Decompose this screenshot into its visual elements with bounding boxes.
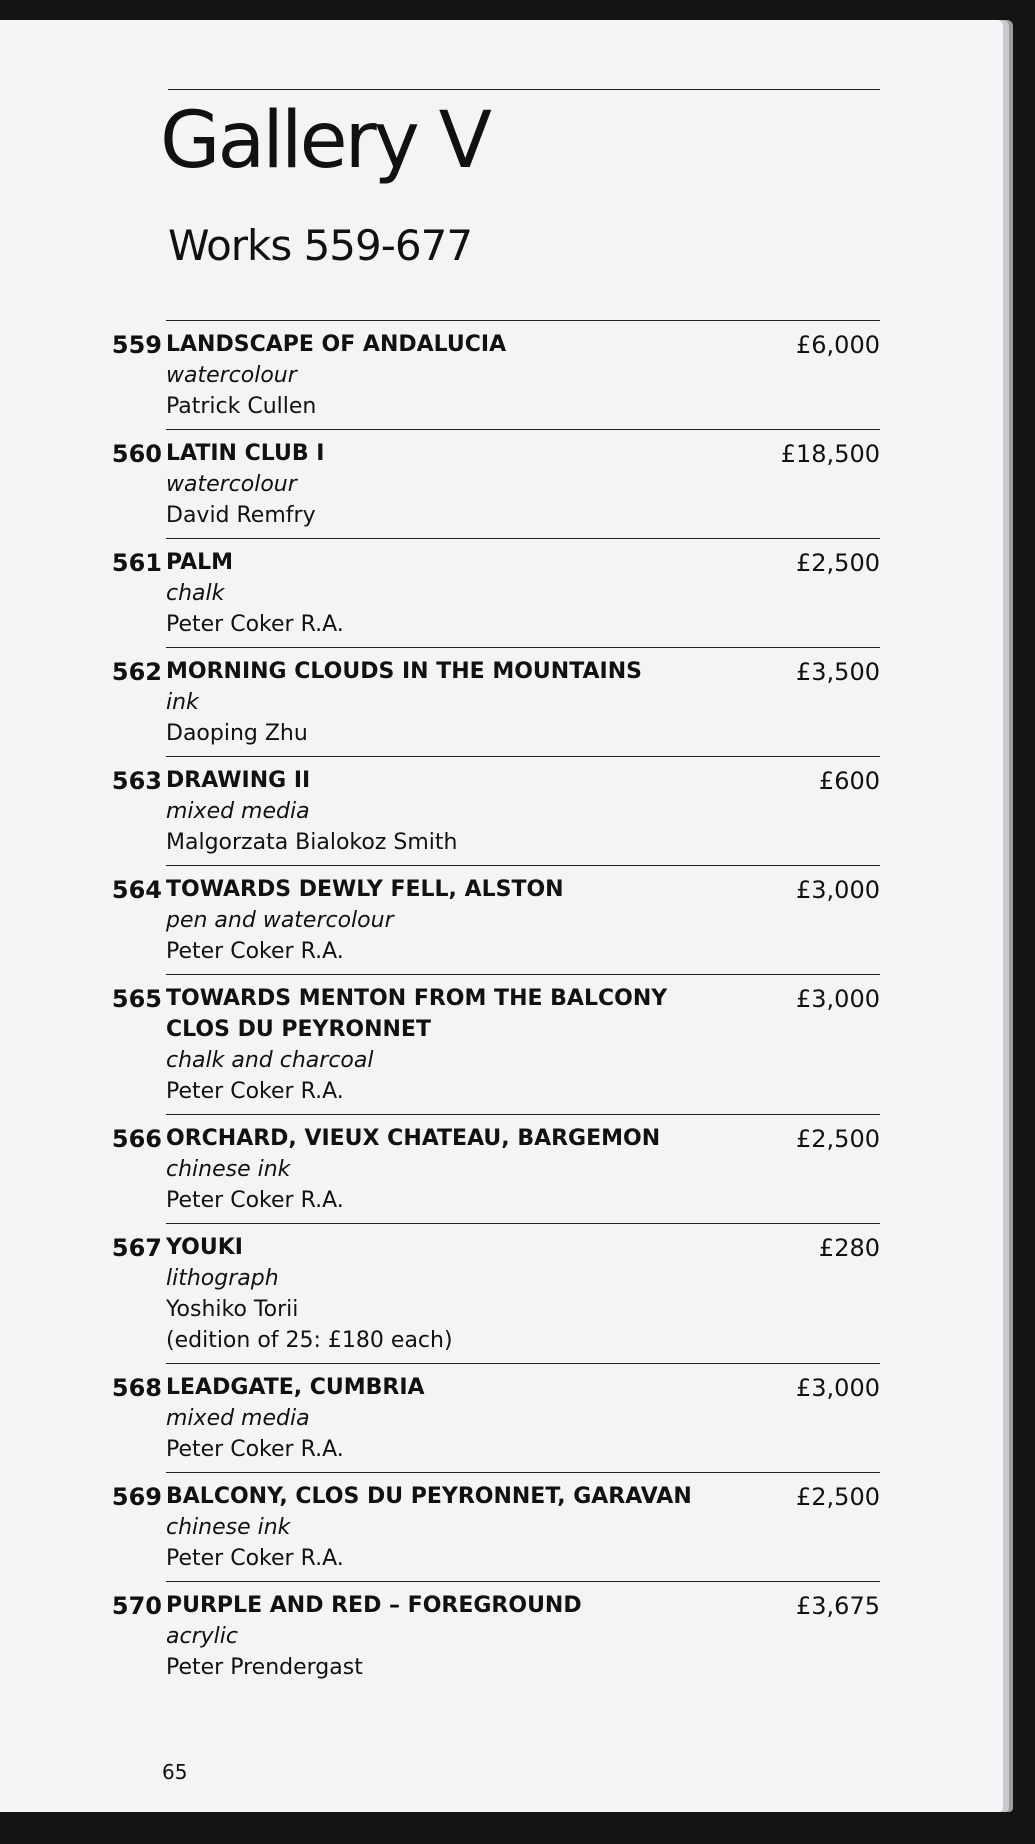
- entry-title: LANDSCAPE OF ANDALUCIA: [166, 332, 507, 357]
- entry-title: TOWARDS MENTON FROM THE BALCONY CLOS DU PEYRONNET: [166, 986, 668, 1042]
- entry-number: 570: [111, 1592, 162, 1620]
- entry-artist: Peter Coker R.A.: [166, 1079, 344, 1104]
- entry-artist: Patrick Cullen: [166, 394, 317, 419]
- entry-artist: Malgorzata Bialokoz Smith: [166, 830, 458, 855]
- entry-price: £3,675: [796, 1592, 880, 1620]
- entry-565: [111, 974, 880, 1114]
- entry-medium: acrylic: [166, 1624, 238, 1649]
- entry-artist: David Remfry: [166, 503, 316, 528]
- entry-560: [111, 429, 880, 538]
- entry-medium: chinese ink: [166, 1157, 291, 1182]
- entry-number: 569: [111, 1483, 162, 1511]
- entry-medium: pen and watercolour: [166, 908, 394, 933]
- entry-price: £6,000: [796, 331, 880, 359]
- entry-561: [111, 538, 880, 647]
- entry-562: [111, 647, 880, 756]
- entry-567: [111, 1223, 880, 1363]
- entry-price: £2,500: [796, 1483, 880, 1511]
- entry-artist: Daoping Zhu: [166, 721, 308, 746]
- entry-medium: lithograph: [166, 1266, 279, 1291]
- entry-title: MORNING CLOUDS IN THE MOUNTAINS: [166, 659, 642, 684]
- entry-price: £600: [818, 767, 880, 795]
- entry-medium: mixed media: [166, 1406, 310, 1431]
- entry-title: BALCONY, CLOS DU PEYRONNET, GARAVAN: [166, 1484, 692, 1509]
- entry-artist: Peter Coker R.A.: [166, 1546, 344, 1571]
- entry-price: £18,500: [780, 440, 880, 468]
- entry-medium: watercolour: [166, 363, 297, 388]
- entry-number: 562: [111, 658, 162, 686]
- entry-list: [0, 320, 1003, 1690]
- entry-number: 565: [111, 985, 162, 1013]
- entry-price: £3,000: [796, 876, 880, 904]
- entry-title: LEADGATE, CUMBRIA: [166, 1375, 425, 1400]
- entry-price: £3,000: [796, 1374, 880, 1402]
- works-subtitle: Works 559-677: [168, 221, 473, 270]
- entry-artist: Peter Coker R.A.: [166, 1437, 344, 1462]
- entry-edition: (edition of 25: £180 each): [166, 1328, 453, 1353]
- entry-medium: chinese ink: [166, 1515, 291, 1540]
- entry-number: 566: [111, 1125, 162, 1153]
- entry-number: 560: [111, 440, 162, 468]
- entry-price: £280: [818, 1234, 880, 1262]
- entry-medium: chalk: [166, 581, 225, 606]
- entry-title: LATIN CLUB I: [166, 441, 325, 466]
- entry-title: PURPLE AND RED – FOREGROUND: [166, 1593, 582, 1618]
- entry-number: 559: [111, 331, 162, 359]
- entry-price: £3,500: [796, 658, 880, 686]
- entry-artist: Yoshiko Torii: [166, 1297, 299, 1322]
- entry-title: TOWARDS DEWLY FELL, ALSTON: [166, 877, 564, 902]
- entry-number: 567: [111, 1234, 162, 1262]
- entry-title: DRAWING II: [166, 768, 311, 793]
- entry-medium: ink: [166, 690, 199, 715]
- entry-artist: Peter Coker R.A.: [166, 939, 344, 964]
- entry-563: [111, 756, 880, 865]
- entry-price: £2,500: [796, 549, 880, 577]
- entry-number: 561: [111, 549, 162, 577]
- top-rule: [168, 89, 880, 90]
- catalogue-page: [0, 20, 1003, 1812]
- entry-title: ORCHARD, VIEUX CHATEAU, BARGEMON: [166, 1126, 661, 1151]
- entry-number: 564: [111, 876, 162, 904]
- entry-title: PALM: [166, 550, 234, 575]
- page-title: Gallery V: [160, 96, 489, 186]
- entry-medium: chalk and charcoal: [166, 1048, 374, 1073]
- entry-570: [111, 1581, 880, 1690]
- entry-artist: Peter Prendergast: [166, 1655, 363, 1680]
- entry-number: 563: [111, 767, 162, 795]
- entry-medium: mixed media: [166, 799, 310, 824]
- entry-568: [111, 1363, 880, 1472]
- entry-title: YOUKI: [166, 1235, 243, 1260]
- entry-number: 568: [111, 1374, 162, 1402]
- entry-564: [111, 865, 880, 974]
- entry-price: £3,000: [796, 985, 880, 1013]
- entry-medium: watercolour: [166, 472, 297, 497]
- page-number: 65: [162, 1760, 188, 1784]
- entry-artist: Peter Coker R.A.: [166, 612, 344, 637]
- entry-artist: Peter Coker R.A.: [166, 1188, 344, 1213]
- entry-569: [111, 1472, 880, 1581]
- entry-559: [111, 320, 880, 429]
- entry-566: [111, 1114, 880, 1223]
- entry-price: £2,500: [796, 1125, 880, 1153]
